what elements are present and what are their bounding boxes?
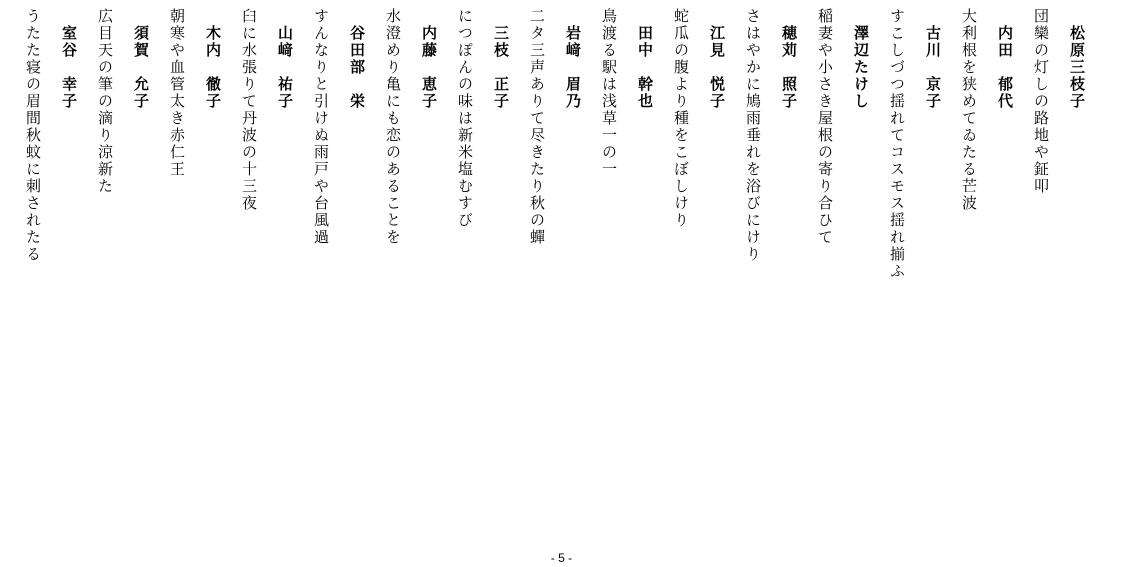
author-name: 三枝 正子 bbox=[492, 25, 510, 110]
haiku-verse: 団欒の灯しの路地や鉦叩 bbox=[1032, 8, 1050, 195]
haiku-verse: すこしづつ揺れてコスモス揺れ揃ふ bbox=[888, 8, 906, 280]
page-number: - 5 - bbox=[550, 551, 573, 565]
haiku-verse: 水澄めり亀にも恋のあることを bbox=[384, 8, 402, 246]
haiku-verse: すんなりと引けぬ雨戸や台風過 bbox=[312, 8, 330, 246]
haiku-verse: につぽんの味は新米塩むすび bbox=[456, 8, 474, 229]
author-name: 須賀 允子 bbox=[132, 25, 150, 110]
author-name: 谷田部 栄 bbox=[348, 25, 366, 110]
haiku-verse: 稲妻や小さき屋根の寄り合ひて bbox=[816, 8, 834, 246]
author-name: 澤辺たけし bbox=[852, 25, 870, 110]
author-name: 木内 徹子 bbox=[204, 25, 222, 110]
haiku-columns bbox=[15, 8, 1095, 528]
author-name: 山﨑 祐子 bbox=[276, 25, 294, 110]
haiku-verse: 大利根を狭めてゐたる芒波 bbox=[960, 8, 978, 212]
haiku-verse: 蛇瓜の腹より種をこぼしけり bbox=[672, 8, 690, 229]
haiku-verse: 朝寒や血管太き赤仁王 bbox=[168, 8, 186, 178]
haiku-verse: 鳥渡る駅は浅草一の一 bbox=[600, 8, 618, 178]
haiku-verse: 臼に水張りて丹波の十三夜 bbox=[240, 8, 258, 212]
author-name: 室谷 幸子 bbox=[60, 25, 78, 110]
haiku-verse: 二タ三声ありて尽きたり秋の蟬 bbox=[528, 8, 546, 246]
author-name: 内田 郁代 bbox=[996, 25, 1014, 110]
author-name: 穂苅 照子 bbox=[780, 25, 798, 110]
haiku-verse: 広目天の筆の滴り涼新た bbox=[96, 8, 114, 195]
author-name: 古川 京子 bbox=[924, 25, 942, 110]
author-name: 内藤 恵子 bbox=[420, 25, 438, 110]
author-name: 松原三枝子 bbox=[1068, 25, 1086, 110]
haiku-verse: うたた寝の眉間秋蚊に刺されたる bbox=[24, 8, 42, 263]
author-name: 岩﨑 眉乃 bbox=[564, 25, 582, 110]
author-name: 田中 幹也 bbox=[636, 25, 654, 110]
author-name: 江見 悦子 bbox=[708, 25, 726, 110]
haiku-verse: さはやかに鳩雨垂れを浴びにけり bbox=[744, 8, 762, 263]
